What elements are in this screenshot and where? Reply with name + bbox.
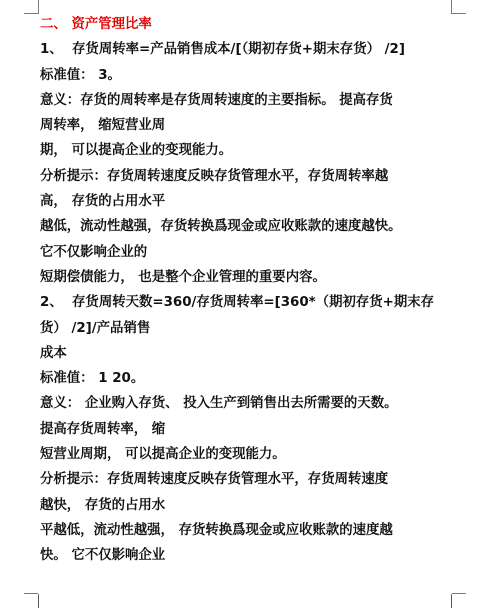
text-line: 意义：存货的周转率是存货周转速度的主要指标。 提高存货 xyxy=(40,92,393,108)
text-line: 越低，流动性越强，存货转换爲现金或应收账款的速度越快。 xyxy=(40,219,402,235)
text-line: 分析提示：存货周转速度反映存货管理水平，存货周转率越 xyxy=(40,168,389,184)
text-line: 成本 xyxy=(40,345,67,361)
crop-mark-bottom-left-horizontal xyxy=(24,593,38,594)
text-line: 意义： 企业购入存货、 投入生产到销售出去所需要的天数。 xyxy=(40,396,398,412)
text-line: 快。 它不仅影响企业 xyxy=(40,548,166,564)
text-line: 标准值： 1 20。 xyxy=(40,371,145,387)
crop-mark-top-left-vertical xyxy=(38,0,39,14)
text-line: 1、 存货周转率=产品销售成本/[（期初存货+期末存货） /2] xyxy=(40,42,405,58)
text-line: 平越低，流动性越强， 存货转换爲现金或应收账款的速度越 xyxy=(40,522,393,538)
crop-mark-bottom-right-horizontal xyxy=(452,593,466,594)
text-line: 它不仅影响企业的 xyxy=(40,244,148,260)
crop-mark-top-left-horizontal xyxy=(24,13,38,14)
right-border xyxy=(451,595,452,608)
text-line: 期， 可以提高企业的变现能力。 xyxy=(40,143,233,159)
text-line: 标准值： 3。 xyxy=(40,67,121,83)
text-line: 高， 存货的占用水平 xyxy=(40,194,166,210)
text-line: 分析提示：存货周转速度反映存货管理水平，存货周转速度 xyxy=(40,472,389,488)
text-line: 提高存货周转率， 缩 xyxy=(40,421,166,437)
text-line: 短营业周期， 可以提高企业的变现能力。 xyxy=(40,447,286,463)
crop-mark-top-right-vertical xyxy=(451,0,452,14)
section-heading: 二、 资产管理比率 xyxy=(40,17,152,32)
text-line: 短期偿债能力， 也是整个企业管理的重要内容。 xyxy=(40,269,326,285)
document-body xyxy=(40,12,450,569)
text-line: 货） /2]/产品销售 xyxy=(40,320,151,336)
text-line: 越快， 存货的占用水 xyxy=(40,497,166,513)
text-line: 2、 存货周转天数=360/存货周转率=[360*（期初存货+期末存 xyxy=(40,295,435,311)
left-border xyxy=(38,595,39,608)
crop-mark-top-right-horizontal xyxy=(452,13,466,14)
text-line: 周转率， 缩短营业周 xyxy=(40,118,166,134)
